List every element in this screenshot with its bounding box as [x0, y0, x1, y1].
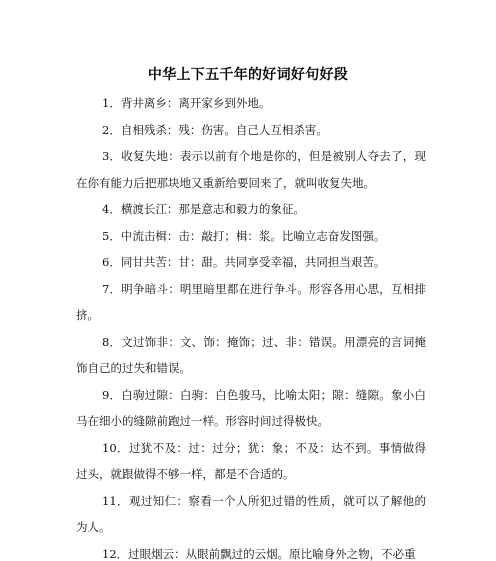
item-number: 3．	[102, 149, 122, 163]
list-item	[76, 329, 426, 382]
item-text: 自相残杀：残：伤害。自己人互相杀害。	[120, 122, 328, 137]
item-number: 11．	[102, 493, 129, 508]
list-item	[76, 223, 426, 250]
item-number: 6．	[102, 255, 121, 269]
item-number: 8．	[102, 334, 122, 349]
item-number: 9．	[102, 387, 122, 402]
item-number: 1．	[102, 96, 121, 110]
item-number: 2．	[102, 122, 121, 137]
list-item	[76, 488, 426, 541]
item-text: 背井离乡：离开家乡到外地。	[120, 96, 271, 110]
list-item	[76, 249, 426, 276]
list-item	[76, 382, 426, 435]
item-text: 过眼烟云：从眼前飘过的云烟。原比喻身外之物，不必重	[128, 546, 416, 561]
item-text: 白驹过隙：白驹：白色骏马，比喻太阳；隙：缝隙。象小白马在细小的缝隙前跑过一样。形容时间过得极快。	[76, 387, 426, 428]
item-text: 同甘共苦：甘：甜。共同享受幸福，共同担当艰苦。	[120, 255, 386, 269]
item-number: 7．	[102, 281, 122, 296]
list-item	[76, 143, 426, 196]
item-text: 中流击楫：击：敲打；楫：浆。比喻立志奋发图强。	[120, 228, 386, 243]
item-text: 观过知仁：察看一个人所犯过错的性质，就可以了解他的为人。	[76, 493, 426, 534]
item-text: 明争暗斗：明里暗里都在进行争斗。形容各用心思，互相排挤。	[76, 281, 426, 322]
list-item	[76, 117, 426, 144]
list-item	[76, 276, 426, 329]
list-item	[76, 196, 426, 223]
list-item	[76, 90, 426, 117]
item-number: 4．	[102, 202, 121, 216]
item-list	[76, 90, 426, 561]
item-number: 12．	[102, 546, 129, 561]
list-item	[76, 435, 426, 488]
item-number: 10．	[102, 440, 129, 455]
item-text: 文过饰非：文、饰：掩饰；过、非：错误。用漂亮的言词掩饰自己的过失和错误。	[76, 334, 426, 375]
item-number: 5．	[102, 228, 121, 243]
page-title: 中华上下五千年的好词好句好段	[147, 67, 349, 83]
item-text: 横渡长江：那是意志和毅力的象征。	[120, 202, 305, 216]
item-text: 过犹不及：过：过分；犹：象；不及：达不到。事情做得过头，就跟做得不够一样，都是不合适的。	[76, 440, 426, 481]
list-item	[76, 541, 426, 561]
item-text: 收复失地：表示以前有个地是你的，但是被别人夺去了，现在你有能力后把那块地又重新给要回来了，就叫收复失地。	[76, 149, 426, 190]
